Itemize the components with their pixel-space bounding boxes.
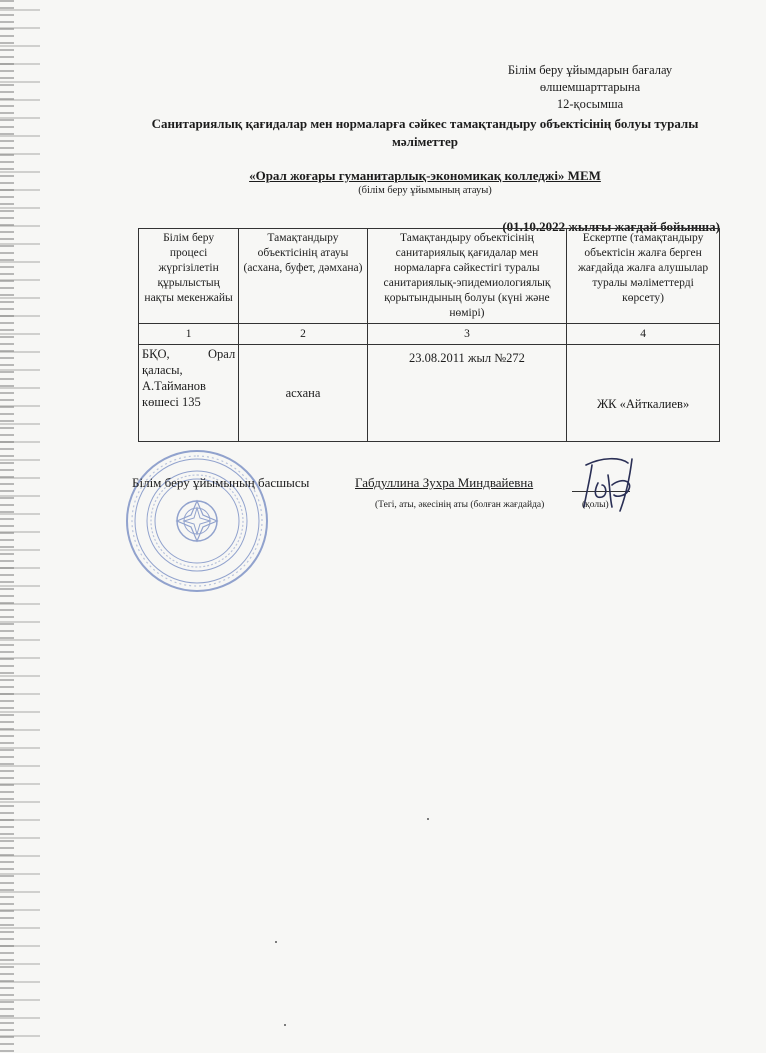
table-header-row — [139, 229, 720, 324]
cell-address: БҚО, Орал қаласы, А.Тайманов көшесі 135 — [139, 345, 239, 442]
header-note: Ескертпе (тамақтандыру объектісін жалға берген жағдайда жалға алушылар туралы мәліметтерді көрсету) — [567, 229, 720, 324]
document-title: Санитариялық қағидалар мен нормаларға сәйкес тамақтандыру объектісінің болуы туралы мәліметтер — [151, 116, 699, 149]
scan-speck — [427, 818, 429, 820]
organization-name: «Орал жоғары гуманитарлық-экономикақ колледжі» МЕМ — [249, 168, 601, 183]
cell-certificate: 23.08.2011 жыл №272 — [367, 345, 566, 442]
column-number: 2 — [239, 324, 368, 345]
annex-line-3: 12-қосымша — [556, 97, 624, 111]
scanned-page-edge — [0, 0, 40, 1053]
official-seal-stamp — [124, 448, 270, 594]
scan-speck — [275, 941, 277, 943]
header-object-name: Тамақтандыру объектісінің атауы (асхана, буфет, дәмхана) — [239, 229, 368, 324]
head-name: Габдуллина Зухра Миндвайевна — [355, 475, 534, 490]
scan-speck — [284, 1024, 286, 1026]
column-number: 4 — [567, 324, 720, 345]
column-number: 1 — [139, 324, 239, 345]
annex-note — [470, 62, 710, 113]
signature-caption: (қолы) — [582, 500, 609, 510]
date-note: (01.10.2022 жылғы жағдай бойынша) — [502, 219, 720, 234]
table-row — [139, 345, 720, 442]
annex-line-2: өлшемшарттарына — [539, 80, 641, 94]
cell-note: ЖК «Айткалиев» — [567, 345, 720, 442]
column-number: 3 — [367, 324, 566, 345]
cell-object-name: асхана — [239, 345, 368, 442]
annex-line-1: Білім беру ұйымдарын бағалау — [507, 63, 673, 77]
name-caption: (Тегі, аты, әкесінің аты (болған жағдайда) — [375, 500, 545, 510]
table-number-row — [139, 324, 720, 345]
header-certificate: Тамақтандыру объектісінің санитариялық қағидалар мен нормаларға сәйкестігі туралы санитариялық-эпидемиологиялық қорытындының болуы (күні және нөмірі) — [367, 229, 566, 324]
head-label: Білім беру ұйымының басшысы — [132, 475, 310, 490]
info-table — [138, 228, 720, 442]
organization-caption: (білім беру ұйымының атауы) — [358, 185, 492, 196]
header-address: Білім беру процесі жүргізілетін құрылыстың нақты мекенжайы — [139, 229, 239, 324]
